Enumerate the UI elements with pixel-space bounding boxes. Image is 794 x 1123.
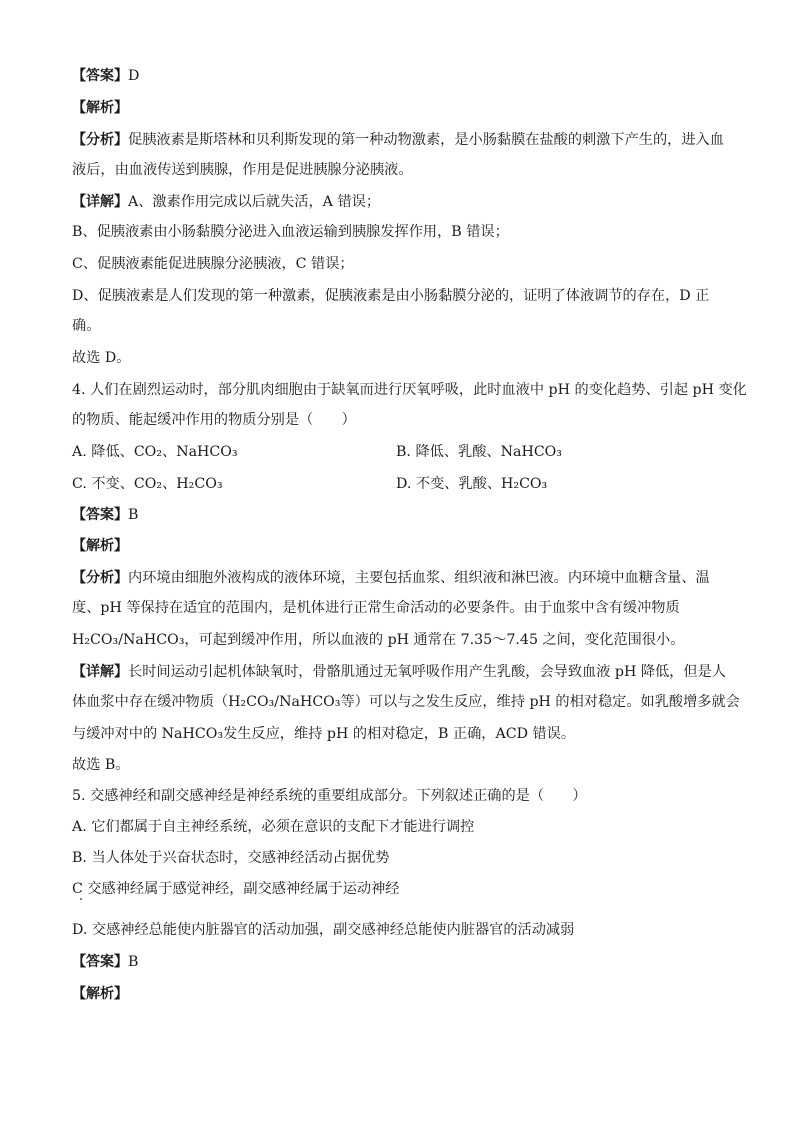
q4-fenxi-line-2: 度、pH 等保持在适宜的范围内，是机体进行正常生命活动的必要条件。由于血浆中含有缓冲物质: [72, 600, 680, 616]
q3-line-b: B、促胰液素由小肠黏膜分泌进入血液运输到胰腺发挥作用，B 错误；: [72, 224, 509, 240]
fenxi-tag: 【分析】: [72, 570, 128, 586]
answer-value: B: [128, 507, 139, 523]
q5-option-d: D. 交感神经总能使内脏器官的活动加强，副交感神经总能使内脏器官的活动减弱: [72, 922, 575, 938]
paragraph-text: A、激素作用完成以后就失活，A 错误；: [128, 194, 381, 210]
xiangjie-tag: 【详解】: [72, 194, 128, 210]
paragraph-text: 内环境由细胞外液构成的液体环境，主要包括血浆、组织液和淋巴液。内环境中血糖含量、温: [128, 570, 710, 586]
q4-answer-line: [72, 505, 722, 525]
q4-stem-line-1: 4. 人们在剧烈运动时，部分肌肉细胞由于缺氧而进行厌氧呼吸，此时血液中 pH 的变化趋势、引起 pH 变化: [72, 382, 747, 398]
analysis-tag: 【解析】: [72, 538, 128, 554]
answer-tag: 【答案】: [72, 507, 128, 523]
q5-option-c: C 交感神经属于感觉神经，副交感神经属于运动神经: [72, 881, 400, 897]
q5-option-a: A. 它们都属于自主神经系统，必须在意识的支配下才能进行调控: [72, 819, 475, 835]
q4-option-b: B. 降低、乳酸、NaHCO₃: [396, 444, 562, 460]
fenxi-tag: 【分析】: [72, 132, 128, 148]
q4-option-c: C. 不变、CO₂、H₂CO₃: [72, 476, 223, 492]
paragraph-text: 促胰液素是斯塔林和贝利斯发现的第一种动物激素，是小肠黏膜在盐酸的刺激下产生的，进入血: [128, 132, 724, 148]
paragraph-text: 长时间运动引起机体缺氧时，骨骼肌通过无氧呼吸作用产生乳酸，会导致血液 pH 降低，但是人: [128, 664, 726, 680]
answer-tag: 【答案】: [72, 954, 128, 970]
q5-option-b: B. 当人体处于兴奋状态时，交感神经活动占据优势: [72, 850, 390, 866]
q4-fenxi-line-3: H₂CO₃/NaHCO₃，可起到缓冲作用，所以血液的 pH 通常在 7.35～7.45 之间，变化范围很小。: [72, 632, 685, 648]
answer-tag: 【答案】: [72, 68, 128, 84]
q3-fenxi-line-1: [72, 130, 722, 150]
q4-fenxi-line-1: [72, 568, 722, 588]
q4-xiangjie-line-2: 体血浆中存在缓冲物质（H₂CO₃/NaHCO₃等）可以与之发生反应，维持 pH 的相对稳定。如乳酸增多就会: [72, 694, 740, 710]
q4-conclusion: 故选 B。: [72, 757, 130, 773]
q5-analysis-heading: [72, 984, 722, 1004]
q3-line-d-1: D、促胰液素是人们发现的第一种激素，促胰液素是由小肠黏膜分泌的，证明了体液调节的存在，D 正: [72, 288, 710, 304]
q4-option-d: D. 不变、乳酸、H₂CO₃: [396, 476, 548, 492]
q4-xiangjie-line-1: [72, 662, 726, 682]
q4-option-a: A. 降低、CO₂、NaHCO₃: [72, 444, 238, 460]
q4-stem-line-2: 的物质、能起缓冲作用的物质分别是（ ）: [72, 412, 356, 428]
stray-dot: [80, 898, 82, 900]
q3-answer-line: [72, 66, 722, 86]
q3-line-d-2: 确。: [72, 318, 101, 334]
analysis-tag: 【解析】: [72, 986, 128, 1002]
answer-value: D: [128, 68, 140, 84]
q5-stem: 5. 交感神经和副交感神经是神经系统的重要组成部分。下列叙述正确的是（ ）: [72, 788, 587, 804]
xiangjie-tag: 【详解】: [72, 664, 128, 680]
q4-analysis-heading: [72, 536, 722, 556]
analysis-tag: 【解析】: [72, 100, 128, 116]
q4-xiangjie-line-3: 与缓冲对中的 NaHCO₃发生反应，维持 pH 的相对稳定，B 正确，ACD 错误。: [72, 726, 576, 742]
q3-fenxi-line-2: 液后，由血液传送到胰腺，作用是促进胰腺分泌胰液。: [72, 162, 413, 178]
q5-answer-line: [72, 952, 722, 972]
answer-value: B: [128, 954, 139, 970]
q3-line-c: C、促胰液素能促进胰腺分泌胰液，C 错误；: [72, 256, 354, 272]
q3-xiangjie-line-1: [72, 192, 722, 212]
q3-analysis-heading: [72, 98, 722, 118]
q3-conclusion: 故选 D。: [72, 350, 131, 366]
